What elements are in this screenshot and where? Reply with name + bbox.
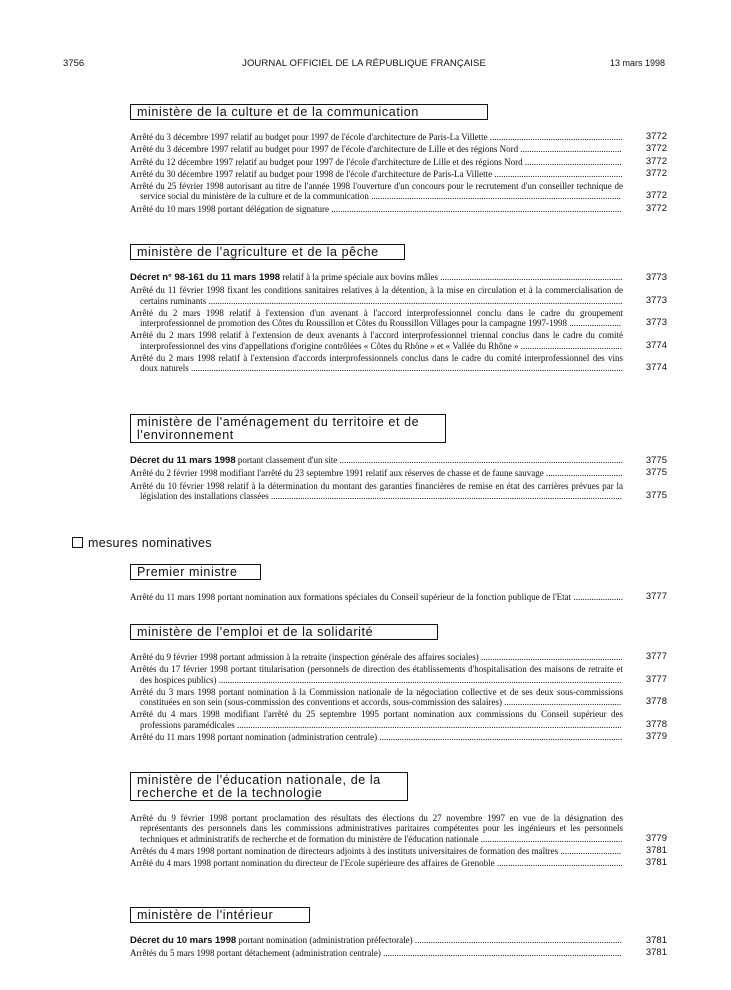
dot-leader: ........................................................................................................................................................................................ (206, 295, 623, 306)
entry-text: Arrêté du 30 décembre 1997 relatif au budget pour 1998 de l'école d'architecture de Paris-La Villette (130, 168, 493, 179)
toc-entry (130, 285, 667, 306)
ministry-section (130, 623, 667, 744)
toc-entry (130, 652, 667, 662)
page-reference: 3772 (645, 155, 667, 167)
dot-leader: ........................................................ (494, 858, 623, 869)
dot-leader: ............................................................... (478, 833, 623, 844)
toc-entry (130, 157, 667, 167)
page-reference: 3777 (645, 673, 667, 685)
dot-leader: .......................................................................................................... (380, 948, 622, 959)
toc-entry (130, 181, 667, 202)
page-reference: 3778 (645, 718, 667, 730)
entry-text: Arrêté du 4 mars 1998 modifiant l'arrêté du 25 septembre 1995 portant nomination aux commissions du Conseil supérieur des professions paramédicales (130, 709, 623, 730)
mesures-nominatives-heading (72, 536, 212, 550)
ministry-title: Premier ministre (130, 564, 261, 580)
ministry-title: ministère de l'agriculture et de la pêche (130, 244, 405, 260)
entry-text: Arrêté du 2 mars 1998 relatif à l'extension de deux avenants à l'accord interprofessionnel triennal conclus dans le cadre du comité interprofessionnel des vins d'appellations d'origine contrôlées « Côtes du Rhône » et « Vallée du Rhône » (130, 330, 623, 351)
toc-entry (130, 846, 667, 856)
entry-lead: Décret n° 98-161 du 11 mars 1998 (130, 272, 281, 283)
entry-text: Arrêté du 9 février 1998 portant admission à la retraite (inspection générale des affaires sociales) (130, 652, 479, 662)
entry-text: Arrêté du 12 décembre 1997 relatif au budget pour 1997 de l'école d'architecture de Lille et des régions Nord (130, 156, 523, 167)
ministry-section (130, 563, 667, 604)
entry-list (130, 935, 667, 959)
entry-text: Arrêté du 10 mars 1998 portant délégation de signature (130, 203, 329, 214)
entry-text-block (130, 948, 623, 958)
entry-list (130, 813, 667, 868)
entry-text: Arrêté du 25 février 1998 autorisant au titre de l'année 1998 l'ouverture d'un concours pour le recrutement d'un conseiller technique de service social du ministère de la culture et de la communication (130, 181, 623, 202)
toc-entry (130, 592, 667, 602)
page-reference: 3775 (645, 455, 667, 466)
page-number: 3756 (63, 58, 85, 69)
toc-entry (130, 144, 667, 154)
dot-leader: ................................................................................................................................. (328, 203, 622, 214)
entry-text-block (130, 664, 623, 685)
entry-text-block (130, 468, 623, 478)
entry-text-block (130, 687, 623, 708)
page-header (63, 58, 665, 72)
ministry-section (130, 414, 667, 503)
entry-text-block (130, 652, 623, 662)
mesures-heading-label: mesures nominatives (88, 536, 212, 550)
page-reference: 3772 (645, 190, 667, 202)
toc-entry (130, 308, 667, 329)
entry-text-block (130, 846, 623, 856)
page-reference: 3773 (645, 294, 667, 306)
entry-text: Arrêté du 2 février 1998 modifiant l'arrêté du 23 septembre 1991 relatif aux réserves de chasse et de faune sauvage (130, 468, 544, 479)
entry-text: Arrêtés du 17 février 1998 portant titularisation (personnels de direction des établissements d'hospitalisation des maisons de retraite et des hospices publics) (130, 664, 623, 685)
page-reference: 3779 (645, 832, 667, 844)
entry-text: Arrêtés du 4 mars 1998 portant nomination de directeurs adjoints à des instituts universitaires de formation des maîtres (130, 845, 559, 856)
dot-leader: ............................................. (518, 340, 623, 351)
entry-text-block (130, 204, 623, 214)
dot-leader: ................................................................................. (438, 272, 623, 282)
entry-text-block (130, 709, 623, 730)
toc-entry (130, 169, 667, 179)
dot-leader: ........................................................... (487, 132, 623, 142)
toc-entry (130, 481, 667, 502)
toc-entry (130, 353, 667, 374)
dot-leader: ............................................................... (478, 652, 623, 662)
page-reference: 3772 (645, 143, 667, 155)
journal-title: JOURNAL OFFICIEL DE LA RÉPUBLIQUE FRANÇAISE (242, 58, 486, 69)
page-reference: 3772 (645, 167, 667, 179)
entry-lead: Décret du 10 mars 1998 (130, 935, 237, 946)
toc-entry (130, 732, 667, 742)
entry-text-block (130, 813, 623, 844)
ministry-title: ministère de l'intérieur (130, 907, 310, 923)
dot-leader: ........................................... (522, 156, 622, 167)
page-reference: 3777 (645, 591, 667, 602)
toc-entry (130, 813, 667, 844)
page-reference: 3778 (645, 696, 667, 708)
entry-text: Arrêté du 3 mars 1998 portant nomination à la Commission nationale de la négociation collective et de ses deux sous-commissions constituées en son sein (sous-commission des conventions et accords, sous-commission des salaires) (130, 686, 623, 708)
toc-entry (130, 132, 667, 142)
entry-text: Arrêté du 11 mars 1998 portant nomination aux formations spéciales du Conseil supérieur de la fonction publique de l'Etat (130, 592, 572, 602)
page-reference: 3777 (645, 651, 667, 662)
ministry-section (130, 906, 667, 961)
issue-date: 13 mars 1998 (609, 58, 665, 68)
entry-text-block (130, 144, 623, 154)
dot-leader: ............................................................................................................... (368, 191, 621, 202)
toc-entry (130, 709, 667, 730)
dot-leader: ........................... (558, 845, 622, 856)
ministry-title: ministère de l'emploi et de la solidarité (130, 624, 438, 640)
entry-text-block (130, 592, 623, 602)
entry-text: Arrêté du 2 mars 1998 relatif à l'extension d'un avenant à l'accord interprofessionnel conclu dans le cadre du groupement interprofessionnel de promotion des Côtes du Roussillon et Côtes du Roussillon Villages pour la campagne 1997-1998 (130, 307, 623, 329)
entry-text: portant nomination (administration préfectorale) (238, 935, 413, 945)
entry-text-block (130, 455, 623, 466)
entry-text-block (130, 272, 623, 283)
dot-leader: ................................................................................................................................................................................................ (188, 363, 623, 374)
page-reference: 3779 (645, 731, 667, 743)
entry-text-block (130, 330, 623, 351)
toc-entry (130, 687, 667, 708)
entry-text-block (130, 132, 623, 142)
page-reference: 3781 (645, 844, 667, 856)
entry-lead: Décret du 11 mars 1998 (130, 455, 236, 466)
entry-text: Arrêtés du 5 mars 1998 portant détachement (administration centrale) (130, 948, 381, 959)
ministry-title: ministère de l'éducation nationale, de la recherche et de la technologie (130, 772, 408, 801)
entry-text: Arrêté du 11 février 1998 fixant les conditions sanitaires relatives à la détention, à la mise en circulation et à la commercialisation de certains ruminants (130, 285, 623, 306)
page-reference: 3774 (645, 339, 667, 351)
entry-list (130, 132, 667, 214)
dot-leader: ............................................................................................................................................................ (268, 490, 622, 501)
entry-text-block (130, 181, 623, 202)
ministry-title: ministère de la culture et de la communication (130, 104, 488, 120)
checkbox-square-icon (72, 537, 83, 548)
toc-entry (130, 858, 667, 868)
dot-leader: .................................................... (501, 697, 622, 708)
toc-entry (130, 204, 667, 214)
toc-entry (130, 935, 667, 946)
page-reference: 3772 (645, 131, 667, 142)
entry-list (130, 652, 667, 742)
page-reference: 3773 (645, 317, 667, 329)
entry-text: Arrêté du 2 mars 1998 relatif à l'extension d'accords interprofessionnels conclus dans le cadre du comité interprofessionnel des vins doux naturels (130, 353, 623, 374)
dot-leader: ...................... (571, 592, 623, 602)
entry-text-block (130, 285, 623, 306)
entry-text-block (130, 353, 623, 374)
page-reference: 3781 (645, 947, 667, 959)
entry-text-block (130, 858, 623, 868)
toc-entry (130, 948, 667, 958)
entry-text: Arrêté du 9 février 1998 portant proclamation des résultats des élections du 27 novembre 1997 en vue de la désignation des représentants des personnels dans les commissions administratives paritaires compétentes pour les ingénieurs et les personnels techniques et administratifs de recherche et de formation du ministère de l'éducation nationale (130, 813, 623, 844)
dot-leader: .............................................................................................................................. (337, 455, 623, 465)
entry-text: Arrêté du 3 décembre 1997 relatif au budget pour 1997 de l'école d'architecture de Paris-La Villette (130, 132, 488, 142)
toc-entry (130, 272, 667, 283)
entry-text: portant classement d'un site (237, 455, 338, 465)
dot-leader: ......................................................... (492, 168, 623, 179)
ministry-title: ministère de l'aménagement du territoire et de l'environnement (130, 414, 446, 443)
page-reference: 3775 (645, 467, 667, 479)
page-reference: 3773 (645, 272, 667, 283)
page-reference: 3781 (645, 935, 667, 946)
entry-text: Arrêté du 11 mars 1998 portant nomination (administration centrale) (130, 732, 378, 743)
entry-list (130, 592, 667, 602)
dot-leader: ............................................................................................ (412, 935, 622, 945)
page-reference: 3774 (645, 362, 667, 374)
toc-entry (130, 455, 667, 466)
dot-leader: ............................................................................................................ (377, 732, 623, 743)
entry-text: Arrêté du 4 mars 1998 portant nomination du directeur de l'Ecole supérieure des affaires de Grenoble (130, 858, 495, 869)
entry-text-block (130, 169, 623, 179)
dot-leader: ........................................................................................................................................................................... (234, 719, 622, 730)
entry-text: Arrêté du 3 décembre 1997 relatif au budget pour 1997 de l'école d'architecture de Lille et des régions Nord (130, 144, 519, 155)
entry-text-block (130, 308, 623, 329)
entry-text-block (130, 732, 623, 742)
page-reference: 3772 (645, 202, 667, 214)
dot-leader: .................................. (543, 468, 623, 479)
toc-entry (130, 330, 667, 351)
ministry-section (130, 772, 667, 870)
entry-list (130, 272, 667, 374)
ministry-section (130, 103, 667, 216)
dot-leader: ............................................. (518, 144, 622, 155)
page-reference: 3775 (645, 489, 667, 501)
entry-text-block (130, 935, 623, 946)
entry-list (130, 455, 667, 501)
dot-leader: ................................................................................................................................................................................... (216, 674, 622, 685)
entry-text-block (130, 481, 623, 502)
page-reference: 3781 (645, 857, 667, 869)
entry-text: relatif à la prime spéciale aux bovins mâles (282, 272, 439, 282)
toc-entry (130, 664, 667, 685)
entry-text-block (130, 157, 623, 167)
ministry-section (130, 243, 667, 376)
dot-leader: ....................... (567, 318, 621, 329)
toc-entry (130, 468, 667, 478)
entry-text: Arrêté du 10 février 1998 relatif à la détermination du montant des garanties financières de remise en état des carrières prévues par la législation des installations classées (130, 480, 623, 501)
